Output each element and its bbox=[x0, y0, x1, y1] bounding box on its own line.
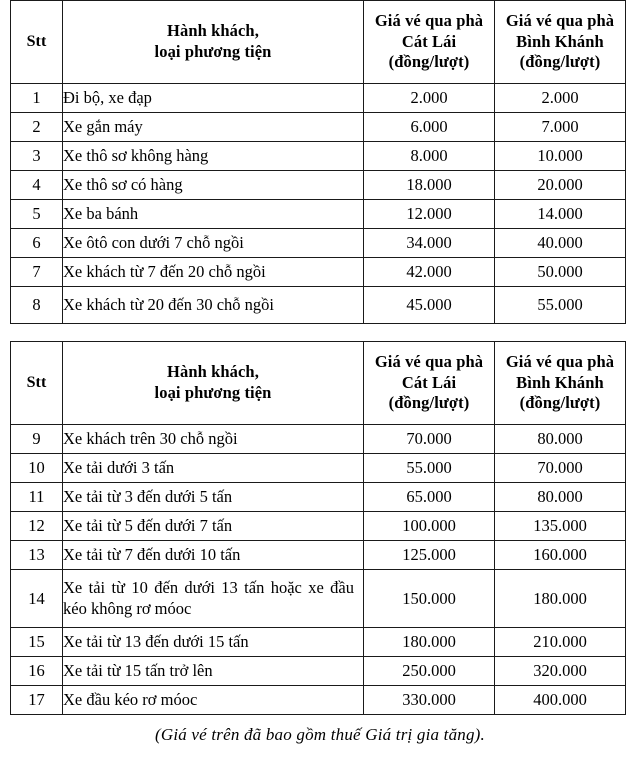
cell-cat-lai: 125.000 bbox=[364, 541, 495, 570]
cat-lai-header-line-3: (đồng/lượt) bbox=[388, 52, 470, 72]
cell-description: Xe khách từ 7 đến 20 chỗ ngồi bbox=[63, 258, 364, 287]
cell-cat-lai: 100.000 bbox=[364, 512, 495, 541]
table-row bbox=[11, 229, 626, 258]
table-row bbox=[11, 628, 626, 657]
cell-stt: 10 bbox=[11, 454, 63, 483]
cell-cat-lai: 45.000 bbox=[364, 287, 495, 324]
cell-cat-lai: 6.000 bbox=[364, 113, 495, 142]
cell-cat-lai: 2.000 bbox=[364, 84, 495, 113]
column-header-passenger-type bbox=[63, 1, 364, 84]
column-header-binh-khanh-fare bbox=[495, 342, 626, 425]
cell-stt: 8 bbox=[11, 287, 63, 324]
cell-binh-khanh: 80.000 bbox=[495, 483, 626, 512]
cell-description: Xe ôtô con dưới 7 chỗ ngồi bbox=[63, 229, 364, 258]
cell-stt: 1 bbox=[11, 84, 63, 113]
cell-cat-lai: 42.000 bbox=[364, 258, 495, 287]
cell-stt: 11 bbox=[11, 483, 63, 512]
cell-description: Đi bộ, xe đạp bbox=[63, 84, 364, 113]
cell-cat-lai: 34.000 bbox=[364, 229, 495, 258]
cell-description: Xe thô sơ có hàng bbox=[63, 171, 364, 200]
table-header-row bbox=[11, 1, 626, 84]
table-row bbox=[11, 171, 626, 200]
cell-description: Xe đầu kéo rơ móoc bbox=[63, 686, 364, 715]
column-header-passenger-type bbox=[63, 342, 364, 425]
cell-binh-khanh: 40.000 bbox=[495, 229, 626, 258]
column-header-binh-khanh-fare bbox=[495, 1, 626, 84]
cell-binh-khanh: 50.000 bbox=[495, 258, 626, 287]
cell-description: Xe tải từ 7 đến dưới 10 tấn bbox=[63, 541, 364, 570]
cell-binh-khanh: 10.000 bbox=[495, 142, 626, 171]
cell-cat-lai: 8.000 bbox=[364, 142, 495, 171]
cell-binh-khanh: 2.000 bbox=[495, 84, 626, 113]
binh-khanh-header-line-3: (đồng/lượt) bbox=[519, 393, 601, 413]
table-header-row bbox=[11, 342, 626, 425]
table-row bbox=[11, 483, 626, 512]
passenger-header-line-2: loại phương tiện bbox=[154, 42, 272, 61]
table-row bbox=[11, 258, 626, 287]
passenger-header-line-1: Hành khách, bbox=[167, 21, 259, 41]
cell-description: Xe tải từ 5 đến dưới 7 tấn bbox=[63, 512, 364, 541]
binh-khanh-header-line-1: Giá vé qua phà bbox=[505, 351, 615, 371]
cell-stt: 16 bbox=[11, 657, 63, 686]
cell-stt: 6 bbox=[11, 229, 63, 258]
cell-stt: 5 bbox=[11, 200, 63, 229]
cell-binh-khanh: 160.000 bbox=[495, 541, 626, 570]
cell-binh-khanh: 135.000 bbox=[495, 512, 626, 541]
cell-description: Xe ba bánh bbox=[63, 200, 364, 229]
cell-binh-khanh: 20.000 bbox=[495, 171, 626, 200]
table-row bbox=[11, 570, 626, 628]
table-row bbox=[11, 454, 626, 483]
column-header-stt: Stt bbox=[11, 1, 63, 84]
cell-binh-khanh: 80.000 bbox=[495, 425, 626, 454]
cell-binh-khanh: 55.000 bbox=[495, 287, 626, 324]
table-row bbox=[11, 425, 626, 454]
cat-lai-header-line-2: Cát Lái bbox=[401, 372, 457, 392]
table-row bbox=[11, 200, 626, 229]
cell-description: Xe tải từ 15 tấn trở lên bbox=[63, 657, 364, 686]
cell-binh-khanh: 70.000 bbox=[495, 454, 626, 483]
binh-khanh-header-line-3: (đồng/lượt) bbox=[519, 52, 601, 72]
column-header-cat-lai-fare bbox=[364, 342, 495, 425]
cell-cat-lai: 12.000 bbox=[364, 200, 495, 229]
cell-stt: 12 bbox=[11, 512, 63, 541]
cell-description: Xe khách trên 30 chỗ ngồi bbox=[63, 425, 364, 454]
cell-stt: 9 bbox=[11, 425, 63, 454]
cell-stt: 3 bbox=[11, 142, 63, 171]
cell-stt: 7 bbox=[11, 258, 63, 287]
binh-khanh-header-line-1: Giá vé qua phà bbox=[505, 10, 615, 30]
table-row bbox=[11, 686, 626, 715]
cat-lai-header-line-2: Cát Lái bbox=[401, 31, 457, 51]
cell-description: Xe thô sơ không hàng bbox=[63, 142, 364, 171]
cell-cat-lai: 65.000 bbox=[364, 483, 495, 512]
cell-description: Xe tải từ 10 đến dưới 13 tấn hoặc xe đầu kéo không rơ móoc bbox=[63, 570, 364, 628]
cell-cat-lai: 250.000 bbox=[364, 657, 495, 686]
passenger-header-line-1: Hành khách, bbox=[167, 362, 259, 382]
cell-cat-lai: 70.000 bbox=[364, 425, 495, 454]
cell-description: Xe tải từ 3 đến dưới 5 tấn bbox=[63, 483, 364, 512]
column-header-cat-lai-fare bbox=[364, 1, 495, 84]
cell-cat-lai: 18.000 bbox=[364, 171, 495, 200]
binh-khanh-header-line-2: Bình Khánh bbox=[516, 372, 604, 392]
cat-lai-header-line-1: Giá vé qua phà bbox=[374, 10, 484, 30]
cell-stt: 15 bbox=[11, 628, 63, 657]
column-header-stt: Stt bbox=[11, 342, 63, 425]
cell-binh-khanh: 14.000 bbox=[495, 200, 626, 229]
table-separator bbox=[0, 324, 640, 341]
cell-description: Xe tải từ 13 đến dưới 15 tấn bbox=[63, 628, 364, 657]
cell-cat-lai: 150.000 bbox=[364, 570, 495, 628]
cell-description: Xe tải dưới 3 tấn bbox=[63, 454, 364, 483]
table-row bbox=[11, 113, 626, 142]
cell-cat-lai: 330.000 bbox=[364, 686, 495, 715]
passenger-header-line-2: loại phương tiện bbox=[154, 383, 272, 402]
table-row bbox=[11, 512, 626, 541]
cell-stt: 13 bbox=[11, 541, 63, 570]
cell-binh-khanh: 320.000 bbox=[495, 657, 626, 686]
cell-cat-lai: 55.000 bbox=[364, 454, 495, 483]
table-row bbox=[11, 287, 626, 324]
table-row bbox=[11, 541, 626, 570]
binh-khanh-header-line-2: Bình Khánh bbox=[516, 31, 604, 51]
cell-description: Xe khách từ 20 đến 30 chỗ ngồi bbox=[63, 287, 364, 324]
cell-stt: 2 bbox=[11, 113, 63, 142]
table-row bbox=[11, 657, 626, 686]
fare-table-part-1 bbox=[10, 0, 626, 324]
vat-note: (Giá vé trên đã bao gồm thuế Giá trị gia tăng). bbox=[154, 725, 485, 744]
cat-lai-header-line-1: Giá vé qua phà bbox=[374, 351, 484, 371]
cell-stt: 14 bbox=[11, 570, 63, 628]
fare-table-part-2 bbox=[10, 341, 626, 715]
cell-stt: 17 bbox=[11, 686, 63, 715]
table-row bbox=[11, 84, 626, 113]
cell-description: Xe gắn máy bbox=[63, 113, 364, 142]
cell-binh-khanh: 210.000 bbox=[495, 628, 626, 657]
cell-binh-khanh: 400.000 bbox=[495, 686, 626, 715]
cell-stt: 4 bbox=[11, 171, 63, 200]
cat-lai-header-line-3: (đồng/lượt) bbox=[388, 393, 470, 413]
table-row bbox=[11, 142, 626, 171]
cell-cat-lai: 180.000 bbox=[364, 628, 495, 657]
cell-binh-khanh: 7.000 bbox=[495, 113, 626, 142]
cell-binh-khanh: 180.000 bbox=[495, 570, 626, 628]
